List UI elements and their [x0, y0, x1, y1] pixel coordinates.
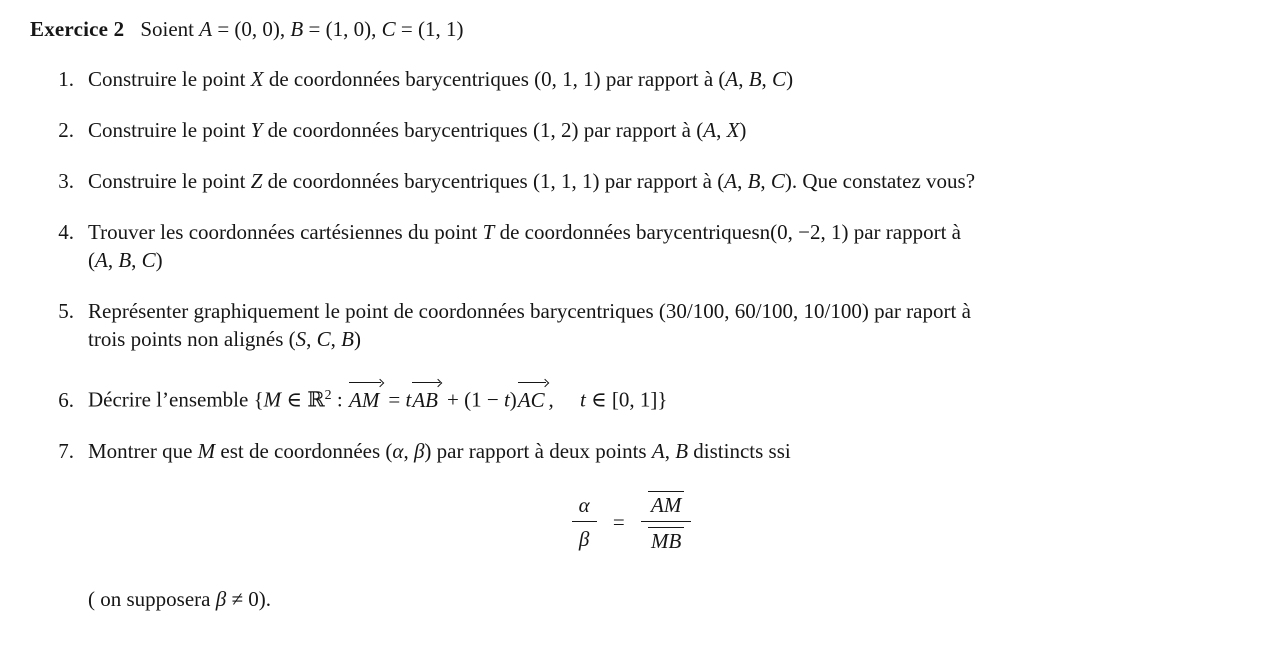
text-segment: B [118, 248, 132, 272]
text-segment: Y [250, 118, 263, 142]
text-segment: , [306, 327, 317, 351]
item-text [88, 376, 667, 414]
text-segment: , [738, 67, 749, 91]
text-segment: B [341, 327, 354, 351]
text-segment: C [316, 327, 331, 351]
text-segment: , [107, 248, 119, 272]
item-number: 1. [58, 67, 74, 91]
text-segment: β [413, 438, 425, 463]
exercise-item-2 [0, 116, 1263, 144]
beta-denominator: β [578, 526, 590, 551]
text-segment: α [392, 438, 404, 463]
text-segment: A [703, 118, 717, 142]
exercise-header [0, 0, 1263, 43]
alpha-numerator: α [572, 493, 597, 522]
text-segment: ≠ 0). [226, 586, 271, 611]
text-segment: ∈ ℝ [281, 387, 325, 412]
item-number: 6. [58, 387, 74, 412]
text-segment: distincts ssi [688, 438, 791, 463]
text-segment: B [290, 17, 304, 41]
item-number: 7. [58, 438, 74, 463]
text-segment: , [664, 438, 676, 463]
text-segment: Trouver les coordonnées cartésiennes du point [88, 220, 483, 244]
text-segment: ( on supposera [88, 586, 216, 611]
item-text [88, 218, 961, 274]
text-segment: X [250, 67, 264, 91]
text-segment: de coordonnées barycentriques (0, 1, 1) par rapport à ( [263, 67, 726, 91]
exercise-label: Exercice 2 [30, 17, 125, 41]
text-segment: ( [88, 248, 95, 272]
display-equation [0, 491, 1263, 553]
text-segment: A [725, 67, 739, 91]
text-segment: de coordonnées barycentriques (1, 1, 1) par rapport à ( [262, 169, 725, 193]
text-segment: , [403, 438, 414, 463]
text-segment: ) [155, 248, 163, 272]
text-segment: de coordonnées barycentriques (1, 2) par rapport à ( [262, 118, 704, 142]
text-segment: , [737, 169, 748, 193]
superscript: 2 [324, 387, 332, 403]
exercise-statement [140, 17, 463, 41]
text-segment: t [405, 387, 412, 412]
exercise-item-1 [0, 65, 1263, 93]
text-segment: Construire le point [88, 169, 251, 193]
text-segment: Montrer que [88, 438, 198, 463]
item-number: 2. [58, 118, 74, 142]
text-segment: ). Que constatez vous? [784, 169, 976, 193]
item-text [88, 167, 975, 195]
vector-overarrow: AC [517, 376, 549, 414]
text-segment: : [331, 387, 348, 412]
text-segment: S [295, 327, 307, 351]
text-segment: ) [509, 387, 517, 412]
text-segment: C [381, 17, 396, 41]
am-overline: AM [648, 491, 684, 516]
text-segment: A [199, 17, 213, 41]
am-signed-length [641, 491, 691, 522]
item-number: 5. [58, 299, 74, 323]
text-segment: β [215, 586, 227, 611]
item-text [88, 437, 791, 465]
text-segment: , [761, 67, 773, 91]
text-segment: ∈ [0, 1]} [585, 387, 668, 412]
fraction-alpha-over-beta [572, 493, 597, 551]
text-segment: t [579, 387, 586, 412]
assumption-note [88, 585, 1263, 613]
item-text [88, 116, 746, 144]
text-segment: , [330, 327, 342, 351]
text-segment: = (1, 0), [303, 17, 382, 41]
text-segment: , [760, 169, 771, 193]
text-segment: A [724, 169, 738, 193]
text-segment: ) [786, 67, 794, 91]
text-segment: Soient [140, 17, 200, 41]
text-segment: M [197, 438, 216, 463]
text-segment: est de coordonnées ( [215, 438, 393, 463]
equals-sign: = [612, 509, 625, 534]
text-segment: C [770, 169, 785, 193]
fraction-am-over-mb [641, 491, 691, 553]
text-segment: Construire le point [88, 118, 251, 142]
text-segment: Z [250, 169, 263, 193]
text-segment: ) par rapport à deux points [424, 438, 652, 463]
text-segment: de coordonnées barycentriquesn(0, −2, 1) par rapport à [494, 220, 961, 244]
text-segment: M [263, 387, 282, 412]
text-segment: , [716, 118, 727, 142]
text-segment: Construire le point [88, 67, 251, 91]
item-text [88, 297, 971, 353]
exercise-item-4 [0, 218, 1263, 274]
item-number: 4. [58, 220, 74, 244]
text-segment: C [772, 67, 787, 91]
exercise-item-list [0, 65, 1263, 465]
vector-overarrow: AB [411, 376, 441, 414]
text-segment: X [726, 118, 740, 142]
text-segment: ) [354, 327, 361, 351]
text-segment: t [503, 387, 510, 412]
item-text [88, 65, 793, 93]
text-segment: T [482, 220, 495, 244]
exercise-item-3 [0, 167, 1263, 195]
exercise-item-6 [0, 376, 1263, 414]
text-segment: A [651, 438, 665, 463]
mb-overline: MB [648, 527, 684, 552]
item-number: 3. [58, 169, 74, 193]
mb-signed-length [641, 522, 691, 553]
text-segment: = [383, 387, 406, 412]
text-segment: trois points non alignés ( [88, 327, 296, 351]
exercise-item-5 [0, 297, 1263, 353]
text-segment: = (1, 1) [395, 17, 464, 41]
text-segment: Décrire l’ensemble { [88, 387, 264, 412]
exercise-item-7 [0, 437, 1263, 465]
text-segment: ) [739, 118, 747, 142]
vector-overarrow: AM [348, 376, 383, 414]
text-segment: B [675, 438, 689, 463]
text-segment: , [131, 248, 142, 272]
text-segment: + (1 − [441, 387, 504, 412]
text-segment: C [141, 248, 156, 272]
text-segment: = (0, 0), [212, 17, 291, 41]
text-segment: Représenter graphiquement le point de coordonnées barycentriques (30/100, 60/100, 10/100) par raport à [88, 299, 971, 323]
text-segment: B [748, 67, 762, 91]
text-segment: B [747, 169, 761, 193]
text-segment: , [548, 387, 580, 412]
text-segment: A [95, 248, 108, 272]
